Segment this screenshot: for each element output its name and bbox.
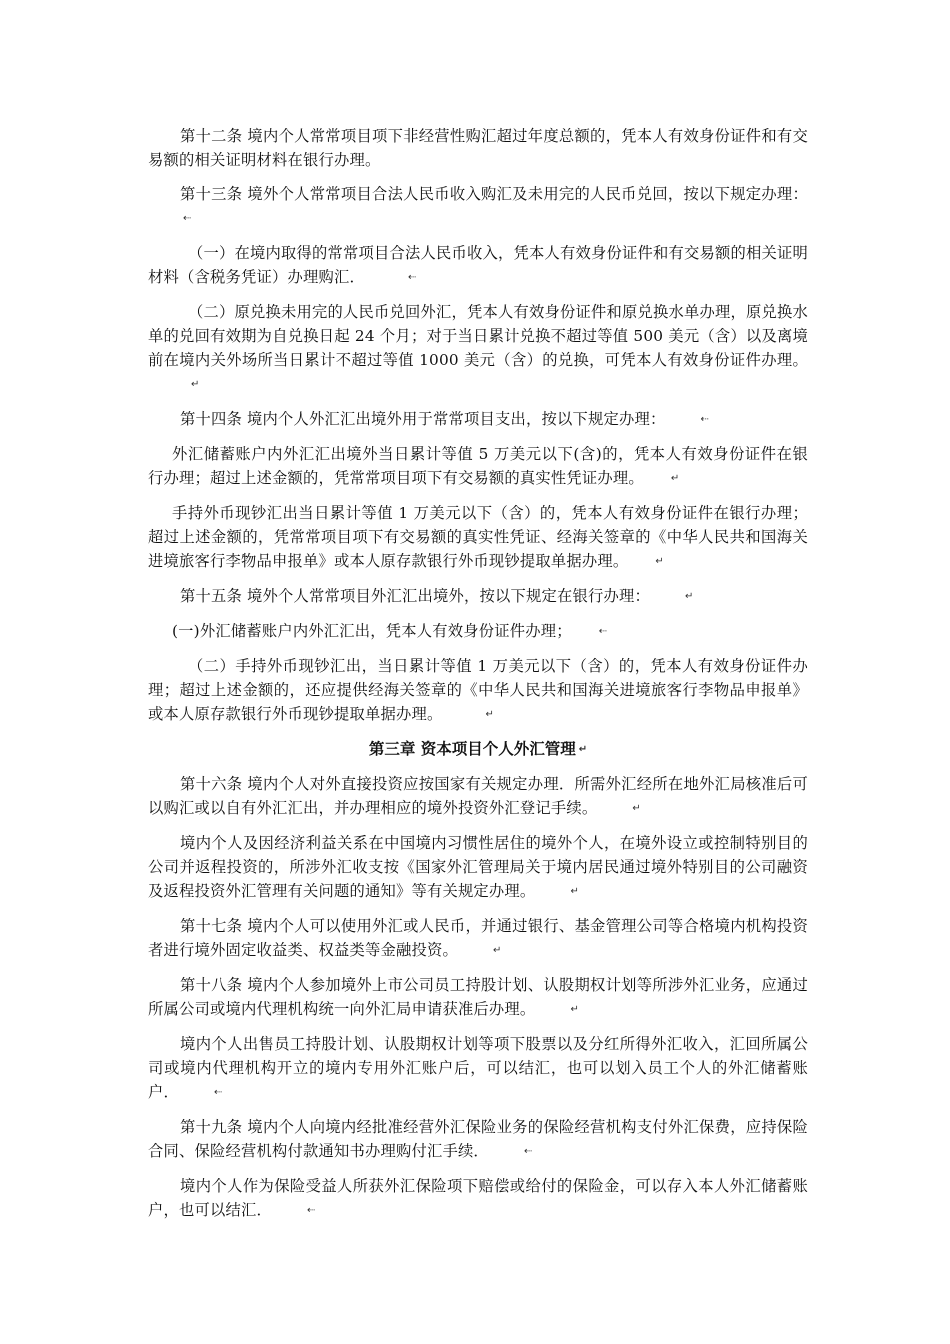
article-16-para-2: 境内个人及因经济利益关系在中国境内习惯性居住的境外个人，在境外设立或控制特别目的公司并返程投资的，所涉外汇收支按《国家外汇管理局关于境内居民通过境外特别目的公司融资及返程投资外汇管理有关问题的通知》等有关规定办理。 ↵ xyxy=(148,831,808,904)
paragraph-mark-icon: ↵ xyxy=(570,886,580,897)
article-15-item-2: （二）手持外币现钞汇出，当日累计等值 1 万美元以下（含）的，凭本人有效身份证件办理；超过上述金额的，还应提供经海关签章的《中华人民共和国海关进境旅客行李物品申报单》或本人原存款银行外币现钞提取单据办理。 ↵ xyxy=(148,654,808,727)
chapter-heading: 第三章 资本项目个人外汇管理 ↵ xyxy=(148,737,808,762)
paragraph-mark-icon: ↵ xyxy=(492,945,502,956)
article-14: 第十四条 境内个人外汇汇出境外用于常常项目支出，按以下规定办理： ⇠ xyxy=(148,407,808,432)
paragraph-mark-icon: ⇠ xyxy=(523,1146,533,1157)
paragraph-mark-icon: ⇠ xyxy=(306,1205,316,1216)
article-19: 第十九条 境内个人向境内经批准经营外汇保险业务的保险经营机构支付外汇保费，应持保险合同、保险经营机构付款通知书办理购付汇手续． ⇠ xyxy=(148,1115,808,1164)
paragraph-mark-icon: ↵ xyxy=(191,379,200,390)
paragraph-mark-icon: ↵ xyxy=(578,744,588,755)
article-14-para-2: 手持外币现钞汇出当日累计等值 1 万美元以下（含）的，凭本人有效身份证件在银行办理；超过上述金额的，凭常常项目项下有交易额的真实性凭证、经海关签章的《中华人民共和国海关进境旅客行李物品申报单》或本人原存款银行外币现钞提取单据办理。 ↵ xyxy=(148,501,808,574)
paragraph-mark-icon: ↵ xyxy=(670,473,680,484)
article-15: 第十五条 境外个人常常项目外汇汇出境外，按以下规定在银行办理： ↵ xyxy=(148,584,808,609)
paragraph-mark-icon: ↵ xyxy=(485,709,495,720)
paragraph-mark-icon: ⇠ xyxy=(183,213,192,224)
paragraph-mark-icon: ↵ xyxy=(632,803,642,814)
paragraph-mark-icon: ⇠ xyxy=(700,414,710,425)
article-19-para-2: 境内个人作为保险受益人所获外汇保险项下赔偿或给付的保险金，可以存入本人外汇储蓄账户，也可以结汇． ⇠ xyxy=(148,1174,808,1223)
paragraph-mark-icon: ↵ xyxy=(655,556,664,567)
paragraph-mark-icon: ↵ xyxy=(570,1004,580,1015)
article-14-para-1: 外汇储蓄账户内外汇汇出境外当日累计等值 5 万美元以下(含)的，凭本人有效身份证件在银行办理；超过上述金额的，凭常常项目项下有交易额的真实性凭证办理。 ↵ xyxy=(148,442,808,491)
article-18-para-2: 境内个人出售员工持股计划、认股期权计划等项下股票以及分红所得外汇收入，汇回所属公司或境内代理机构开立的境内专用外汇账户后，可以结汇，也可以划入员工个人的外汇储蓄账户． ⇠ xyxy=(148,1032,808,1105)
paragraph-mark-icon: ↵ xyxy=(684,591,694,602)
article-17: 第十七条 境内个人可以使用外汇或人民币，并通过银行、基金管理公司等合格境内机构投资者进行境外固定收益类、权益类等金融投资。 ↵ xyxy=(148,914,808,963)
paragraph-mark-icon: ⇠ xyxy=(598,626,608,637)
paragraph-mark-icon: ⇠ xyxy=(214,1087,223,1098)
paragraph-mark-icon: ⇠ xyxy=(407,272,417,283)
document-body xyxy=(148,124,808,1233)
article-18: 第十八条 境内个人参加境外上市公司员工持股计划、认股期权计划等所涉外汇业务，应通过所属公司或境内代理机构统一向外汇局申请获准后办理。 ↵ xyxy=(148,973,808,1022)
article-15-item-1: (一)外汇储蓄账户内外汇汇出，凭本人有效身份证件办理； ⇠ xyxy=(148,619,808,644)
article-13-item-1: （一）在境内取得的常常项目合法人民币收入，凭本人有效身份证件和有交易额的相关证明材料（含税务凭证）办理购汇． ⇠ xyxy=(148,241,808,290)
article-13: 第十三条 境外个人常常项目合法人民币收入购汇及未用完的人民币兑回，按以下规定办理：⇠ xyxy=(148,182,808,231)
article-12: 第十二条 境内个人常常项目项下非经营性购汇超过年度总额的，凭本人有效身份证件和有交易额的相关证明材料在银行办理。 xyxy=(148,127,808,169)
article-16: 第十六条 境内个人对外直接投资应按国家有关规定办理．所需外汇经所在地外汇局核准后可以购汇或以自有外汇汇出，并办理相应的境外投资外汇登记手续。 ↵ xyxy=(148,772,808,821)
article-13-item-2: （二）原兑换未用完的人民币兑回外汇，凭本人有效身份证件和原兑换水单办理，原兑换水单的兑回有效期为自兑换日起 24 个月；对于当日累计兑换不超过等值 500 美元（含）以及离境前在境内关外场所当日累计不超过等值 1000 美元（含）的兑换，可凭本人有效身份证件办理。↵ xyxy=(148,300,808,397)
